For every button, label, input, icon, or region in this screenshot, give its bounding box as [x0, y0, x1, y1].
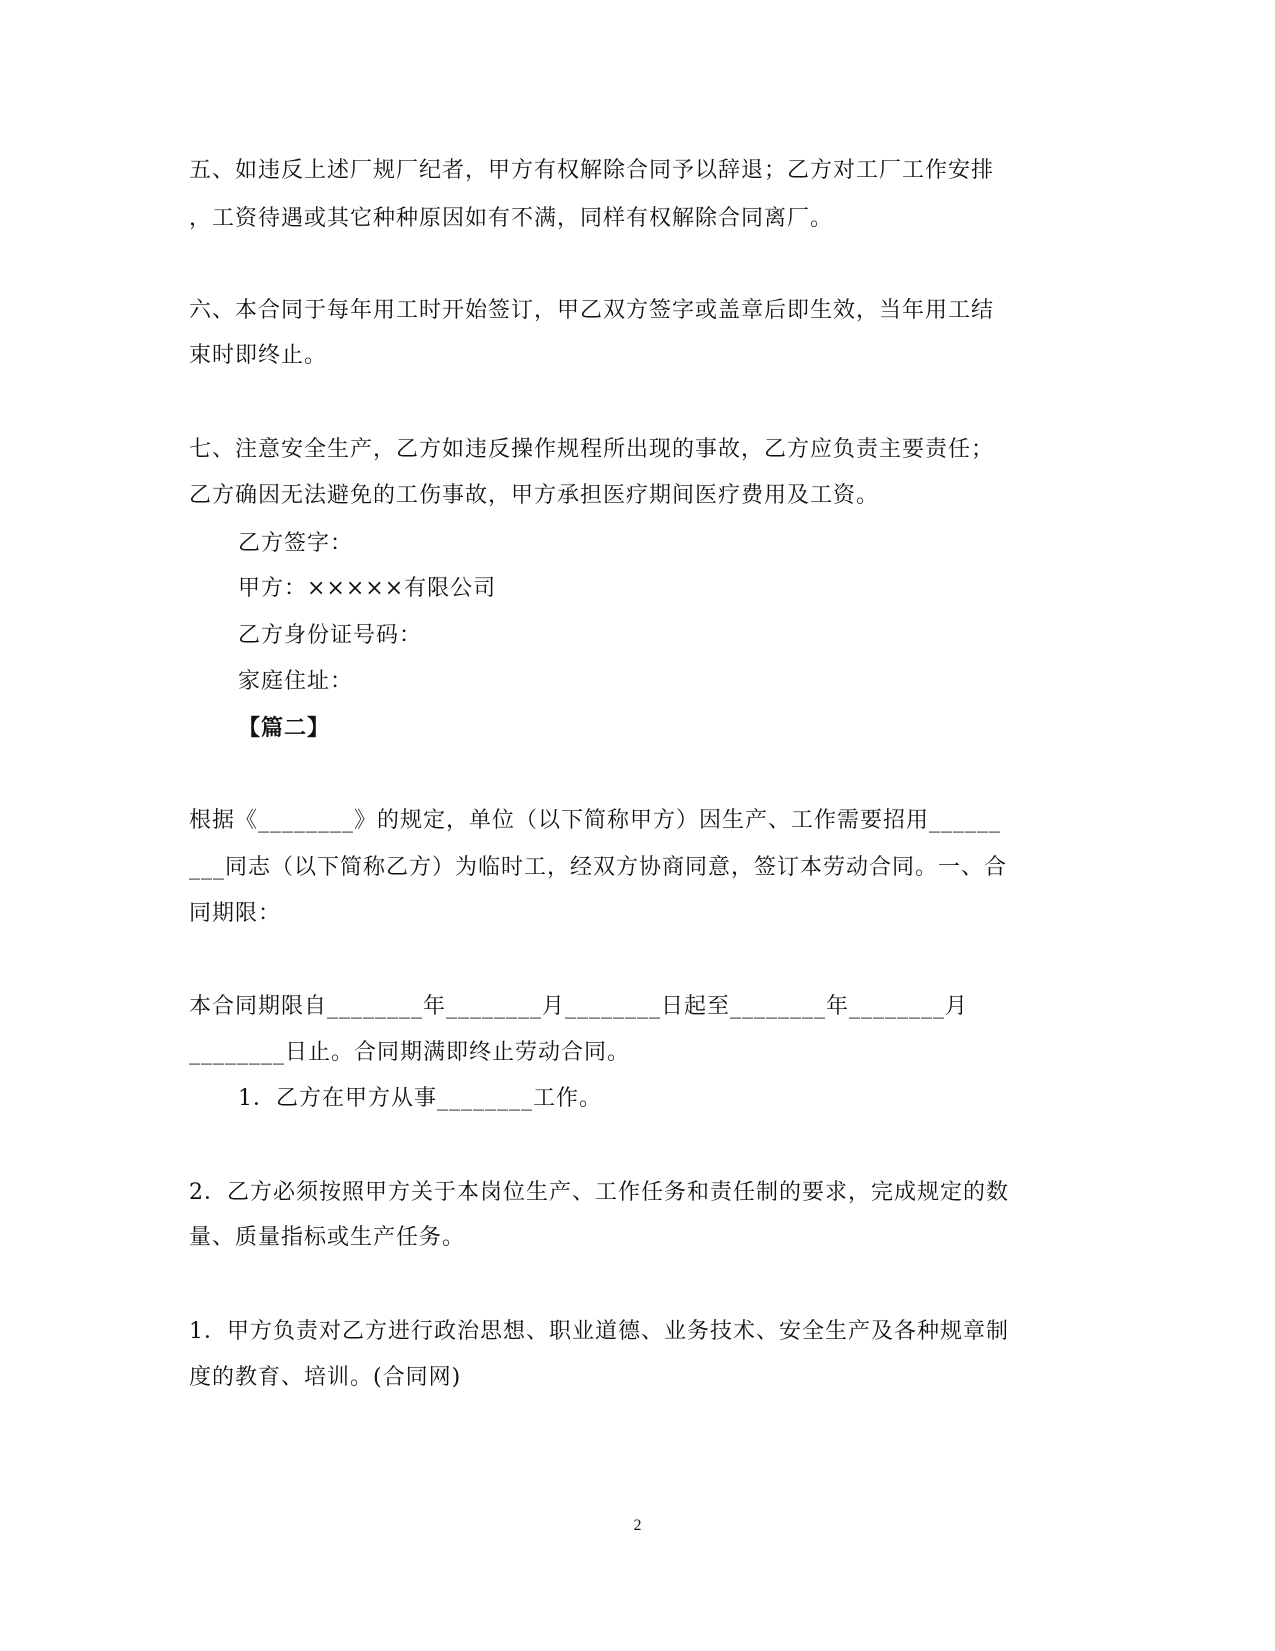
item-1-work-assignment: 1．乙方在甲方从事________工作。: [238, 1086, 602, 1111]
home-address-label: 家庭住址：: [238, 669, 354, 694]
party-b-id-label: 乙方身份证号码：: [238, 623, 423, 648]
section-title: 【篇二】: [238, 715, 331, 741]
contract-term-line-1: 本合同期限自________年________月________日起至________年________月: [189, 994, 969, 1019]
contract-term-line-2: ________日止。合同期满即终止劳动合同。: [189, 1040, 631, 1065]
party-b-signature-label: 乙方签字：: [238, 531, 354, 556]
contract-intro-line-1: 根据《________》的规定，单位（以下简称甲方）因生产、工作需要招用______: [189, 808, 1002, 833]
clause-5-line-2: ，工资待遇或其它种种原因如有不满，同样有权解除合同离厂。: [189, 206, 834, 231]
contract-intro-line-2: ___同志（以下简称乙方）为临时工，经双方协商同意，签订本劳动合同。一、合: [189, 855, 1008, 880]
clause-6-line-1: 六、本合同于每年用工时开始签订，甲乙双方签字或盖章后即生效，当年用工结: [189, 298, 995, 323]
party-a-label: 甲方：×××××有限公司: [238, 576, 497, 601]
clause-7-line-1: 七、注意安全生产，乙方如违反操作规程所出现的事故，乙方应负责主要责任；: [189, 437, 995, 462]
page-number: 2: [633, 1517, 642, 1534]
item-2-line-1: 2．乙方必须按照甲方关于本岗位生产、工作任务和责任制的要求，完成规定的数: [189, 1180, 1009, 1205]
item-2-line-2: 量、质量指标或生产任务。: [189, 1225, 466, 1250]
clause-6-line-2: 束时即终止。: [189, 343, 328, 368]
clause-7-line-2: 乙方确因无法避免的工伤事故，甲方承担医疗期间医疗费用及工资。: [189, 483, 880, 508]
item-3-line-1: 1．甲方负责对乙方进行政治思想、职业道德、业务技术、安全生产及各种规章制: [189, 1319, 1009, 1344]
clause-5-line-1: 五、如违反上述厂规厂纪者，甲方有权解除合同予以辞退；乙方对工厂工作安排: [189, 158, 995, 183]
item-3-line-2: 度的教育、培训。(合同网): [189, 1365, 462, 1390]
contract-intro-line-3: 同期限：: [189, 901, 282, 926]
